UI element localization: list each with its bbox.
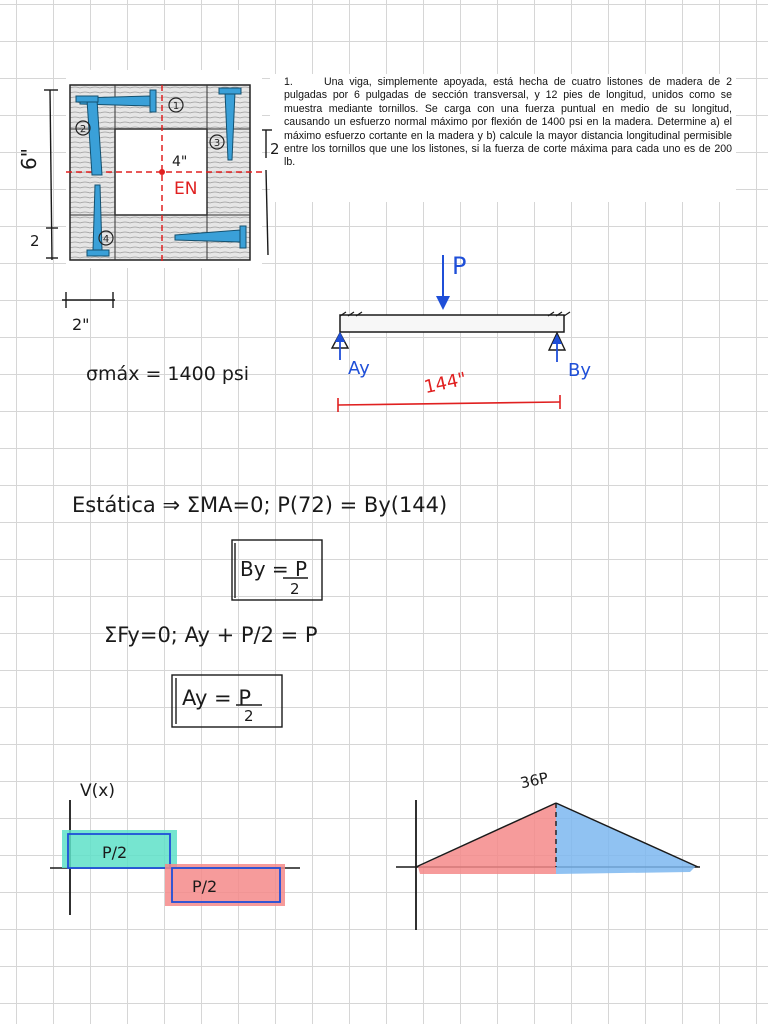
cross-section [66,70,262,268]
length-label: 144" [422,368,469,399]
beam-diagram [332,252,591,412]
max-stress-label: σmáx = 1400 psi [86,363,250,385]
screw-label-2: 2 [79,124,87,135]
shear-diagram [50,781,300,915]
width-dim-label: 2" [72,315,90,334]
length-dimension [338,402,560,405]
moment-diagram [396,769,700,930]
problem-number: 1. [284,76,293,88]
load-label: P [452,252,467,280]
statics-equation: Estática ⇒ ΣMA=0; P(72) = By(144) [72,493,448,517]
sum-fy-equation: ΣFy=0; Ay + P/2 = P [104,623,318,647]
screw-label-3: 3 [213,138,221,149]
reaction-b-label: By [568,360,592,381]
beam [340,315,564,332]
height-dim-label: 6" [17,148,41,170]
shear-negative-label: P/2 [192,877,218,896]
reaction-a-label: Ay [348,358,370,379]
screw-label-1: 1 [172,101,180,112]
shear-axis-label: V(x) [80,781,115,801]
problem-text: Una viga, simplemente apoyada, está hecha de cuatro listones de madera de 2 pulgadas por 6 pulgadas de sección transversal, y 12 pies de longitud, unidos como se muestra mediante tornillos. Se carga con una fuerza puntual en medio de su longitud, causando un esfuerzo normal máximo por flexión de 1400 psi en la madera. Determine a) el máximo esfuerzo cortante en la madera y b) calcule la mayor distancia longitudinal permisible entre los tornillos que une los listones, si la fuerza de corte máxima para cada uno es de 200 lb. [284,76,732,169]
ay-result-box [172,675,282,727]
moment-right-fill [556,803,696,874]
inner-dim-label: 4" [172,154,188,170]
bottom-dim-label: 2 [30,232,40,250]
ay-denominator: 2 [244,707,254,725]
shear-positive-label: P/2 [102,843,128,862]
right-dim-label: 2 [270,140,280,158]
by-denominator: 2 [290,580,300,598]
moment-peak-label: 36P [518,768,550,793]
moment-left-fill [418,803,556,874]
by-result-box [232,540,322,600]
ay-numerator: Ay = P [182,686,251,710]
neutral-axis-label: EN [174,179,198,199]
by-numerator: By = P [240,557,308,581]
shear-negative-fill [165,864,285,906]
screw-label-4: 4 [102,234,110,245]
